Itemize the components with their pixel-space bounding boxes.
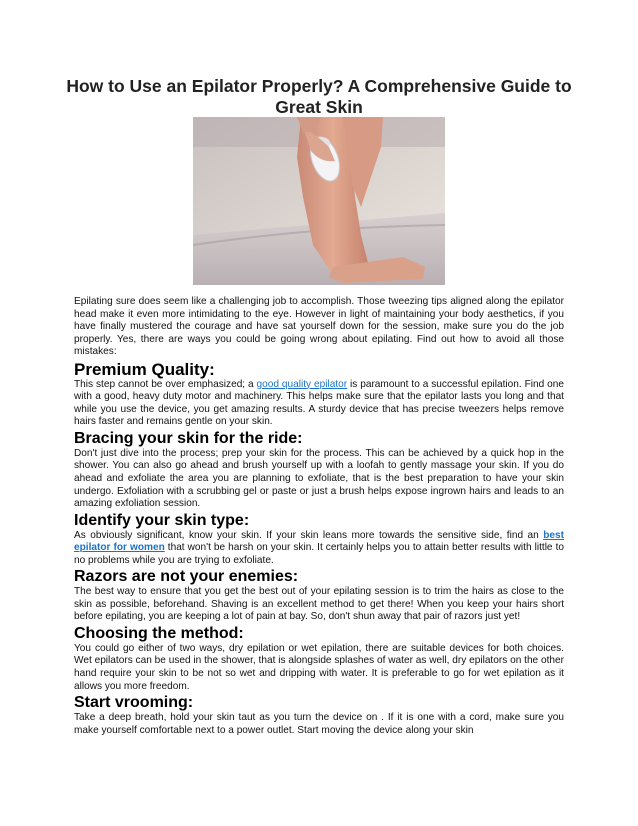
section-text-premium-quality: This step cannot be over emphasized; a good quality epilator is paramount to a successful epilation. Find one with a good, heavy duty motor and machinery. This helps make sure that the epilator lasts you long and that while you use the device, you get amazing results. A sturdy device that has precise tweezers helps remove hairs faster and remains gentle on your skin.: [74, 378, 564, 428]
section-text-razors: The best way to ensure that you get the best out of your epilating session is to trim the hairs as close to the skin as possible, beforehand. Shaving is an excellent method to get there! When you keep your hairs short before epilating, you are keeping a lot of pain at bay. So, don't shun away that pair of razors just yet!: [74, 586, 564, 623]
good-quality-epilator-link[interactable]: good quality epilator: [256, 378, 348, 390]
section-heading-choosing-method: Choosing the method:: [74, 624, 244, 642]
section-heading-razors: Razors are not your enemies:: [74, 568, 299, 586]
section-heading-bracing-skin: Bracing your skin for the ride:: [74, 429, 303, 447]
section-text-start-vrooming: Take a deep breath, hold your skin taut as you turn the device on . If it is one with a cord, make sure you make yourself comfortable next to a power outlet. Start moving the device along your skin: [74, 712, 564, 736]
section-heading-start-vrooming: Start vrooming:: [74, 694, 194, 712]
page-title: How to Use an Epilator Properly? A Comprehensive Guide to Great Skin: [66, 76, 572, 117]
section-text-bracing-skin: Don't just dive into the process; prep your skin for the process. This can be achieved by a quick hop in the shower. You can also go ahead and brush yourself up with a loofah to gently massage your skin. If you do ahead and exfoliate the area you are planning to exfoliate, that is the best preparation to have your skin undergo. Exfoliation with a scrubbing gel or paste or just a brush helps expose ingrown hairs and leads to an amazing exfoliation session.: [74, 447, 564, 510]
section-text-choosing-method: You could go either of two ways, dry epilation or wet epilation, there are suitable devices for both choices. Wet epilators can be used in the shower, that is alongside splashes of water as well, dry epilators on the other hand require your skin to be not so wet and dripping with water. It is preferable to go for wet epilation as it allows you more freedom.: [74, 642, 564, 692]
epilator-image: [193, 117, 445, 285]
intro-paragraph: Epilating sure does seem like a challenging job to accomplish. Those tweezing tips aligned along the epilator head make it even more intimidating to the eye. However in light of maintaining your body aesthetics, if you have finally mustered the courage and have sat yourself down for the session, make sure you do the job properly. Yes, there are ways you could be going wrong about epilating. Find out how to avoid all those mistakes:: [74, 296, 564, 358]
article-body: [74, 296, 564, 737]
section-heading-premium-quality: Premium Quality:: [74, 359, 215, 379]
epilator-photo: [193, 117, 445, 285]
section-text-identify-skin-type: As obviously significant, know your skin. If your skin leans more towards the sensitive side, find an best epilator for women that won't be harsh on your skin. It certainly helps you to attain better results with little to no problems while you are trying to exfoliate.: [74, 529, 564, 566]
section-heading-identify-skin-type: Identify your skin type:: [74, 511, 250, 529]
best-epilator-for-women-link[interactable]: best epilator for women: [74, 529, 564, 554]
